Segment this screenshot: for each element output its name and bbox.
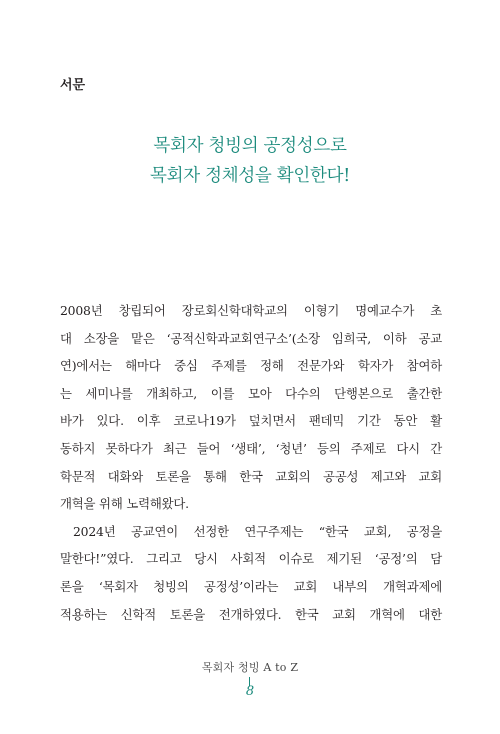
headline-line-2: 목회자 정체성을 확인한다! (150, 166, 350, 186)
body-line: 바가 있다. 이후 코로나19가 덮치면서 팬데믹 기간 동안 활 (60, 413, 442, 429)
footer-book-title: 목회자 청빙 A to Z (201, 661, 299, 674)
body-line: 말한다!”였다. 그리고 당시 사회적 이슈로 제기된 ‘공정’의 담 (60, 551, 442, 567)
body-line: 동하지 못하다가 최근 들어 ‘생태’, ‘청년’ 등의 주제로 다시 간 (60, 440, 442, 456)
body-line: 학문적 대화와 토론을 통해 한국 교회의 공공성 제고와 교회 (60, 468, 442, 484)
body-line: 적용하는 신학적 토론을 전개하였다. 한국 교회 개혁에 대한 (60, 606, 442, 622)
body-line: 2008년 창립되어 장로회신학대학교의 이형기 명예교수가 초 (60, 303, 442, 318)
page-number: 8 (245, 684, 255, 699)
body-line: 2024년 공교연이 선정한 연구주제는 “한국 교회, 공정을 (73, 523, 442, 539)
section-label: 서문 (60, 78, 86, 93)
body-line: 연)에서는 해마다 중심 주제를 정해 전문가와 학자가 참여하 (60, 358, 442, 374)
body-text (60, 297, 442, 628)
body-line: 대 소장을 맡은 ‘공적신학과교회연구소’(소장 임희국, 이하 공교 (60, 330, 442, 346)
body-line: 개혁을 위해 노력해왔다. (60, 496, 189, 512)
body-line: 는 세미나를 개최하고, 이를 모아 다수의 단행본으로 출간한 (60, 385, 442, 401)
headline (0, 131, 500, 191)
body-line: 론을 ‘목회자 청빙의 공정성’이라는 교회 내부의 개혁과제에 (60, 578, 442, 594)
headline-line-1: 목회자 청빙의 공정성으로 (153, 136, 347, 156)
